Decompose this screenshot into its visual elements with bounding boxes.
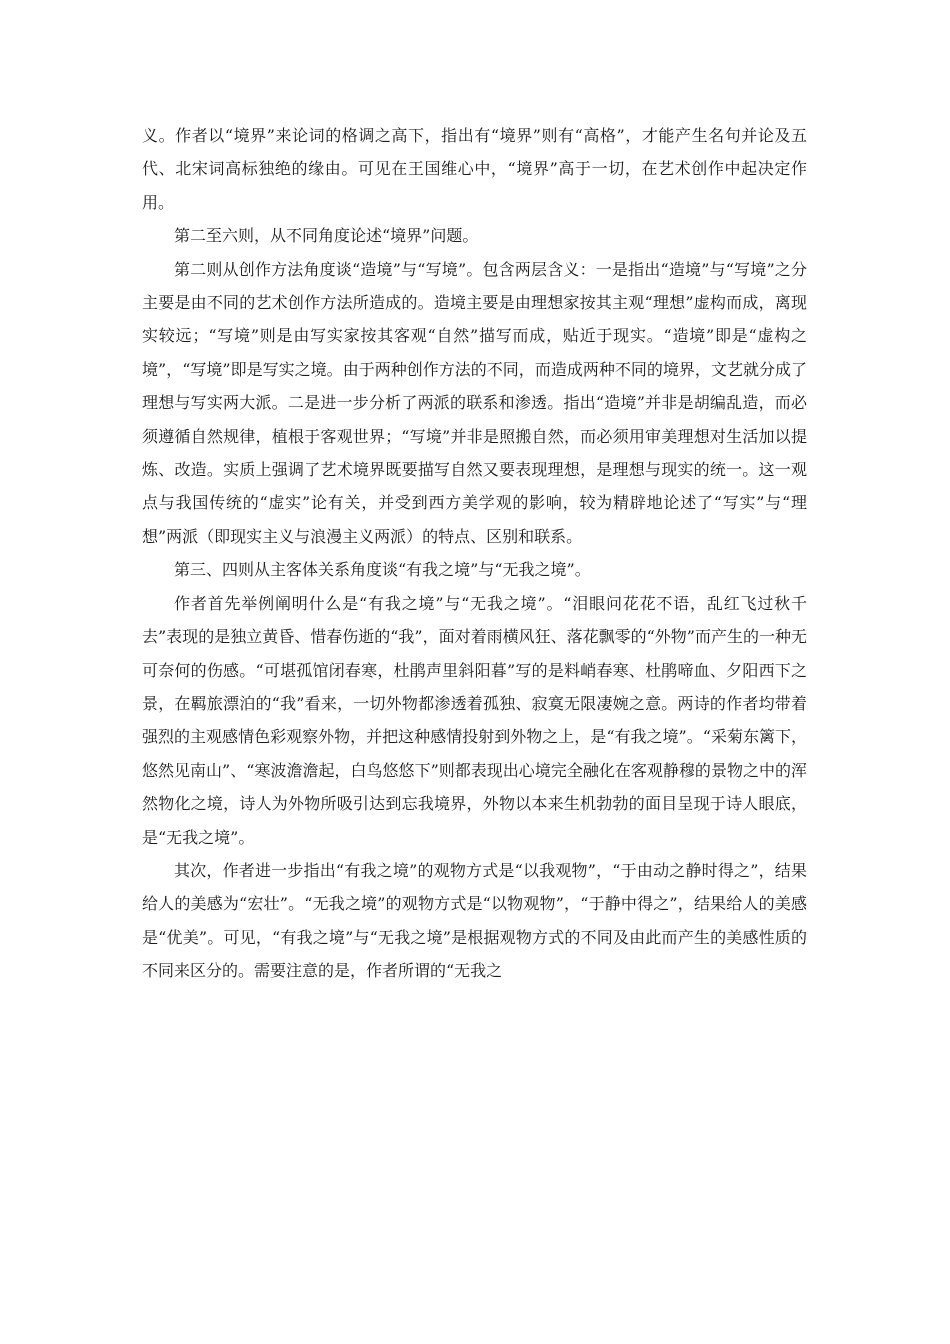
- paragraph-creation-method: 第二则从创作方法角度谈“造境”与“写境”。包含两层含义：一是指出“造境”与“写境”之分主要是由不同的艺术创作方法所造成的。造境主要是由理想家按其主观“理想”虚构而成，离现实较远；“写境”则是由写实家按其客观“自然”描写而成，贴近于现实。“造境”即是“虚构之境”，“写境”即是写实之境。由于两种创作方法的不同，而造成两种不同的境界，文艺就分成了理想与写实两大派。二是进一步分析了两派的联系和渗透。指出“造境”并非是胡编乱造，而必须遵循自然规律，植根于客观世界；“写境”并非是照搬自然，而必须用审美理想对生活加以提炼、改造。实质上强调了艺术境界既要描写自然又要表现理想，是理想与现实的统一。这一观点与我国传统的“虚实”论有关，并受到西方美学观的影响，较为精辟地论述了“写实”与“理想”两派（即现实主义与浪漫主义两派）的特点、区别和联系。: [142, 259, 807, 546]
- paragraph-subject-object: 第三、四则从主客体关系角度谈“有我之境”与“无我之境”。: [174, 560, 591, 580]
- document-body: [142, 119, 807, 988]
- paragraph-section-intro: 第二至六则，从不同角度论述“境界”问题。: [174, 226, 479, 246]
- paragraph-observation-mode: 其次，作者进一步指出“有我之境”的观物方式是“以我观物”，“于由动之静时得之”，结果给人的美感为“宏壮”。“无我之境”的观物方式是“以物观物”，“于静中得之”，结果给人的美感是“优美”。可见，“有我之境”与“无我之境”是根据观物方式的不同及由此而产生的美感性质的不同来区分的。需要注意的是，作者所谓的“无我之: [142, 860, 807, 981]
- paragraph-continued: 义。作者以“境界”来论词的格调之高下，指出有“境界”则有“高格”，才能产生名句并论及五代、北宋词高标独绝的缘由。可见在王国维心中，“境界”高于一切，在艺术创作中起决定作用。: [142, 126, 807, 212]
- paragraph-examples: 作者首先举例阐明什么是“有我之境”与“无我之境”。“泪眼问花花不语，乱红飞过秋千去”表现的是独立黄昏、惜春伤逝的“我”，面对着雨横风狂、落花飘零的“外物”而产生的一种无可奈何的伤感。“可堪孤馆闭春寒，杜鹃声里斜阳暮”写的是料峭春寒、杜鹃啼血、夕阳西下之景，在羁旅漂泊的“我”看来，一切外物都渗透着孤独、寂寞无限凄婉之意。两诗的作者均带着强烈的主观感情色彩观察外物，并把这种感情投射到外物之上，是“有我之境”。“采菊东篱下，悠然见南山”、“寒波澹澹起，白鸟悠悠下”则都表现出心境完全融化在客观静穆的景物之中的浑然物化之境，诗人为外物所吸引达到忘我境界，外物以本来生机勃勃的面目呈现于诗人眼底，是“无我之境”。: [142, 593, 807, 847]
